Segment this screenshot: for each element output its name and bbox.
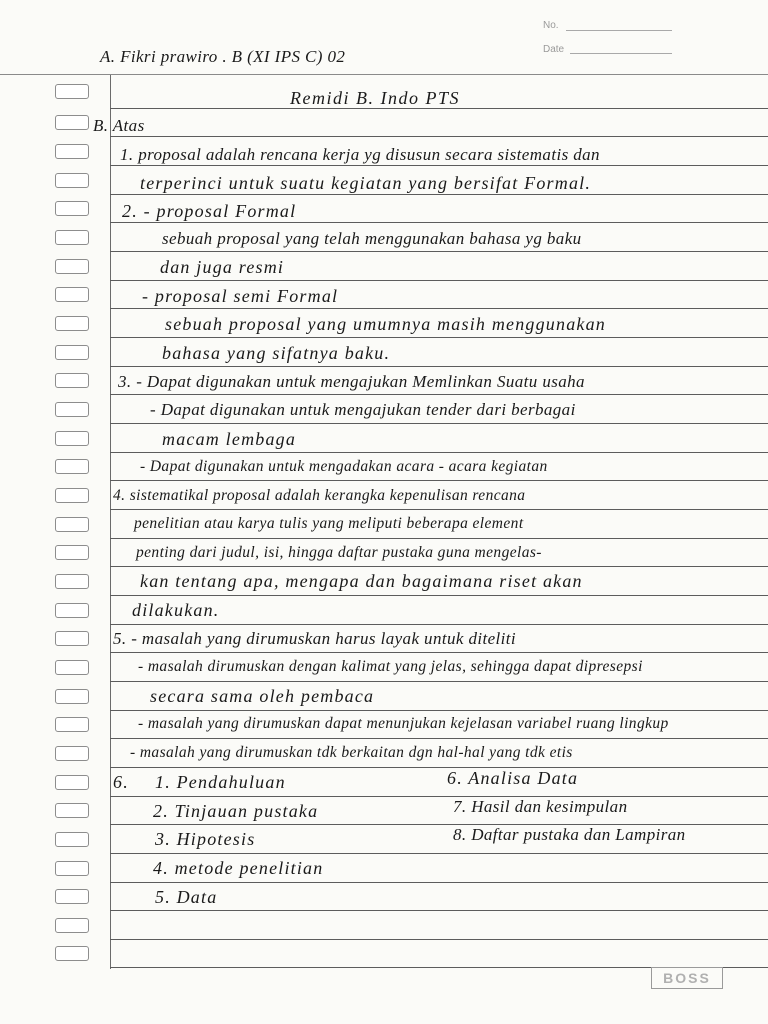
rule-line: [110, 280, 768, 281]
answer-line: - masalah yang dirumuskan tdk berkaitan dgn hal-hal yang tdk etis: [130, 744, 573, 761]
rule-line: [110, 652, 768, 653]
notebook-brand-logo: BOSS: [651, 967, 723, 989]
rule-line: [110, 423, 768, 424]
answer-line: 4. sistematikal proposal adalah kerangka kepenulisan rencana: [113, 487, 526, 504]
margin-tab: [55, 287, 89, 302]
rule-line: [110, 366, 768, 367]
rule-line: [110, 853, 768, 854]
margin-tab: [55, 144, 89, 159]
answer-line: - Dapat digunakan untuk mengadakan acara - acara kegiatan: [140, 458, 548, 475]
list-item: 1. Pendahuluan: [155, 772, 286, 792]
answer-line: penelitian atau karya tulis yang meliputi beberapa element: [134, 515, 524, 532]
answer-line: 5. - masalah yang dirumuskan harus layak untuk diteliti: [113, 629, 517, 648]
margin-tab: [55, 832, 89, 847]
list-item: 7. Hasil dan kesimpulan: [453, 797, 628, 816]
margin-tab: [55, 345, 89, 360]
rule-line: [110, 165, 768, 166]
answer-line: terperinci untuk suatu kegiatan yang bersifat Formal.: [140, 173, 592, 193]
date-line: [570, 53, 672, 54]
answer-line: 3. - Dapat digunakan untuk mengajukan Memlinkan Suatu usaha: [118, 372, 585, 391]
margin-tab: [55, 230, 89, 245]
margin-tab: [55, 402, 89, 417]
margin-tab: [55, 889, 89, 904]
answer-line: - Dapat digunakan untuk mengajukan tender dari berbagai: [150, 400, 576, 419]
margin-tab: [55, 946, 89, 961]
margin-tab: [55, 84, 89, 99]
margin-tab: [55, 689, 89, 704]
rule-line: [110, 939, 768, 940]
answer-line: dan juga resmi: [160, 257, 285, 277]
margin-tab: [55, 201, 89, 216]
answer-line: sebuah proposal yang telah menggunakan bahasa yg baku: [162, 229, 582, 248]
rule-line: [110, 767, 768, 768]
answer-line: macam lembaga: [162, 429, 297, 449]
date-label: Date: [543, 44, 565, 55]
margin-tab: [55, 517, 89, 532]
margin-tab: [55, 259, 89, 274]
answer-line: kan tentang apa, mengapa dan bagaimana riset akan: [140, 571, 583, 591]
margin-tab: [55, 775, 89, 790]
list-item: 8. Daftar pustaka dan Lampiran: [453, 825, 686, 844]
list-item: 5. Data: [155, 887, 218, 907]
list-item: 2. Tinjauan pustaka: [153, 801, 319, 821]
answer-line: sebuah proposal yang umumnya masih menggunakan: [165, 314, 606, 334]
margin-tab: [55, 717, 89, 732]
margin-tab: [55, 803, 89, 818]
rule-line: [110, 595, 768, 596]
rule-line: [110, 738, 768, 739]
answer-line: - masalah yang dirumuskan dapat menunjukan kejelasan variabel ruang lingkup: [138, 715, 669, 732]
rule-line: [110, 910, 768, 911]
rule-line: [110, 681, 768, 682]
page-title: Remidi B. Indo PTS: [290, 88, 460, 108]
answer-line: secara sama oleh pembaca: [150, 686, 375, 706]
answer-line: penting dari judul, isi, hingga daftar pustaka guna mengelas-: [136, 544, 542, 561]
rule-line: [110, 222, 768, 223]
answer-line: dilakukan.: [132, 600, 220, 620]
rule-line: [110, 566, 768, 567]
rule-line: [110, 394, 768, 395]
margin-tab: [55, 574, 89, 589]
list-item: 3. Hipotesis: [155, 829, 256, 849]
rule-line: [110, 480, 768, 481]
list-item: 6. Analisa Data: [447, 768, 579, 788]
rule-line: [110, 796, 768, 797]
section-label: B. Atas: [93, 116, 145, 135]
rule-line: [110, 308, 768, 309]
margin-tab: [55, 861, 89, 876]
rule-line: [110, 882, 768, 883]
rule-line: [110, 509, 768, 510]
margin-tab: [55, 459, 89, 474]
answer-line: - masalah dirumuskan dengan kalimat yang jelas, sehingga dapat dipresepsi: [138, 658, 643, 675]
margin-tab: [55, 603, 89, 618]
rule-line: [110, 538, 768, 539]
rule-line: [110, 337, 768, 338]
rule-line: [0, 74, 768, 75]
margin-tab: [55, 115, 89, 130]
student-name: A. Fikri prawiro . B (XI IPS C) 02: [100, 47, 346, 66]
no-label: No.: [543, 20, 559, 31]
rule-line: [110, 136, 768, 137]
margin-tab: [55, 545, 89, 560]
margin-tab: [55, 173, 89, 188]
rule-line: [110, 710, 768, 711]
answer-line: 2. - proposal Formal: [122, 201, 297, 221]
margin-tab: [55, 660, 89, 675]
list-number: 6.: [113, 772, 129, 792]
margin-tab: [55, 431, 89, 446]
rule-line: [110, 194, 768, 195]
margin-tab: [55, 631, 89, 646]
margin-tab: [55, 373, 89, 388]
rule-line: [110, 624, 768, 625]
answer-line: bahasa yang sifatnya baku.: [162, 343, 391, 363]
margin-tab: [55, 488, 89, 503]
margin-tab: [55, 316, 89, 331]
margin-line: [110, 75, 111, 969]
margin-tab: [55, 918, 89, 933]
answer-line: 1. proposal adalah rencana kerja yg disusun secara sistematis dan: [120, 145, 600, 164]
rule-line: [110, 108, 768, 109]
margin-tab: [55, 746, 89, 761]
list-item: 4. metode penelitian: [153, 858, 324, 878]
rule-line: [110, 251, 768, 252]
no-line: [566, 30, 672, 31]
answer-line: - proposal semi Formal: [142, 286, 339, 306]
rule-line: [110, 452, 768, 453]
